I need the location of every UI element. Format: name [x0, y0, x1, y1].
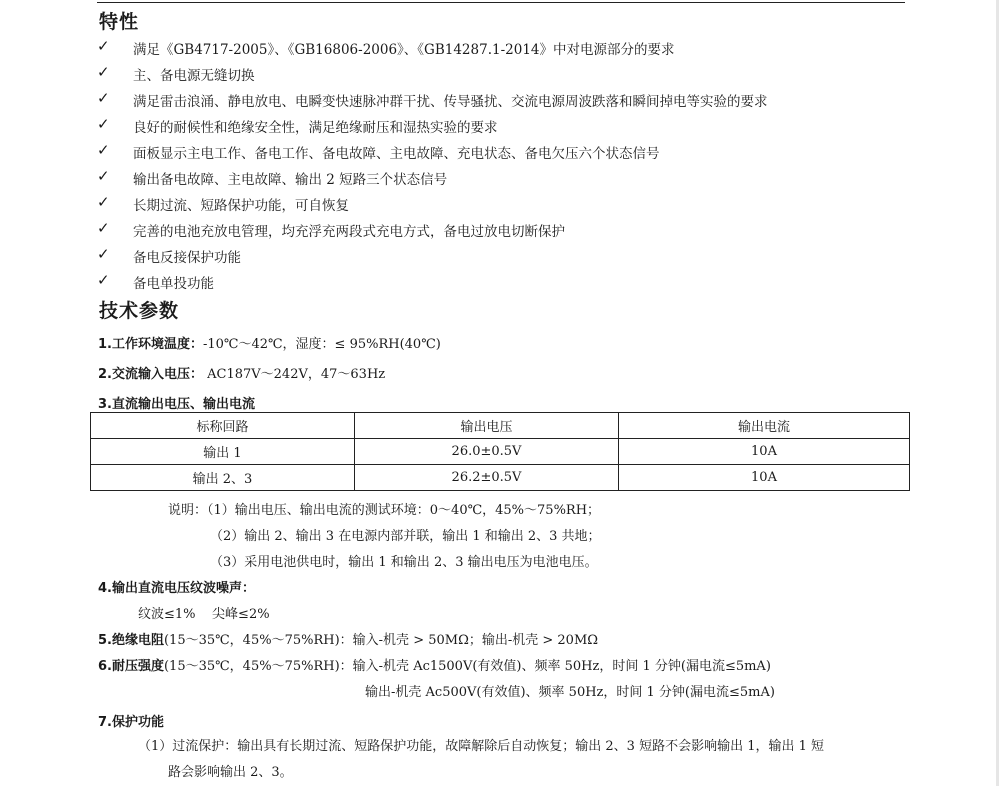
checkmark-icon: ✓ — [97, 89, 110, 107]
table-row — [91, 465, 910, 491]
output-table — [90, 412, 910, 491]
protection-line-2: 路会影响输出 2、3。 — [168, 765, 293, 780]
checkmark-icon: ✓ — [97, 37, 110, 55]
withstand-label: 6.耐压强度 — [98, 659, 164, 674]
feature-item — [97, 141, 897, 165]
table-cell: 输出 2、3 — [91, 465, 355, 491]
env-temp-label: 1.工作环境温度： — [98, 337, 203, 352]
dc-output-heading: 3.直流输出电压、输出电流 — [98, 397, 255, 412]
top-rule — [97, 2, 905, 3]
env-temp-value: -10℃～42℃，湿度：≤ 95%RH(40℃) — [202, 337, 441, 352]
ac-input-label: 2.交流输入电压： — [98, 367, 203, 382]
feature-item — [97, 115, 897, 139]
table-row — [91, 439, 910, 465]
checkmark-icon: ✓ — [97, 115, 110, 133]
checkmark-icon: ✓ — [97, 167, 110, 185]
table-header: 输出电流 — [619, 413, 910, 439]
feature-item — [97, 89, 897, 113]
table-cell: 10A — [619, 439, 910, 465]
note-3: （3）采用电池供电时，输出 1 和输出 2、3 输出电压为电池电压。 — [210, 555, 598, 570]
feature-text: 满足雷击浪涌、静电放电、电瞬变快速脉冲群干扰、传导骚扰、交流电源周波跌落和瞬间掉电等实验的要求 — [133, 94, 768, 110]
table-cell: 10A — [619, 465, 910, 491]
feature-item — [97, 63, 897, 87]
table-header: 标称回路 — [91, 413, 355, 439]
table-cell: 输出 1 — [91, 439, 355, 465]
checkmark-icon: ✓ — [97, 245, 110, 263]
insulation-line — [98, 629, 598, 648]
table-cell: 26.2±0.5V — [355, 465, 619, 491]
table-header-row — [91, 413, 910, 439]
table-cell: 26.0±0.5V — [355, 439, 619, 465]
feature-item — [97, 37, 897, 61]
withstand-value: (15～35℃，45%～75%RH)：输入-机壳 Ac1500V(有效值)、频率 50Hz，时间 1 分钟(漏电流≤5mA) — [163, 659, 771, 674]
note-2: （2）输出 2、输出 3 在电源内部并联，输出 1 和输出 2、3 共地； — [210, 529, 601, 544]
env-temp-line — [98, 333, 441, 352]
withstand-value-2: 输出-机壳 Ac500V(有效值)、频率 50Hz，时间 1 分钟(漏电流≤5mA) — [365, 685, 775, 700]
withstand-line — [98, 655, 771, 674]
ripple-value: 纹波≤1% 尖峰≤2% — [138, 607, 270, 622]
specs-heading: 技术参数 — [99, 300, 180, 322]
ac-input-value: AC187V～242V，47～63Hz — [202, 367, 386, 382]
feature-text: 长期过流、短路保护功能，可自恢复 — [133, 198, 349, 214]
features-heading: 特性 — [99, 11, 140, 33]
feature-text: 完善的电池充放电管理，均充浮充两段式充电方式，备电过放电切断保护 — [133, 224, 565, 240]
feature-item — [97, 167, 897, 191]
feature-item — [97, 271, 897, 295]
ripple-heading: 4.输出直流电压纹波噪声： — [98, 581, 255, 596]
insulation-label: 5.绝缘电阻 — [98, 633, 164, 648]
feature-text: 满足《GB4717-2005》、《GB16806-2006》、《GB14287.1-2014》中对电源部分的要求 — [133, 42, 675, 58]
protection-line-1: （1）过流保护：输出具有长期过流、短路保护功能，故障解除后自动恢复；输出 2、3 短路不会影响输出 1，输出 1 短 — [138, 739, 825, 754]
checkmark-icon: ✓ — [97, 63, 110, 81]
checkmark-icon: ✓ — [97, 141, 110, 159]
feature-text: 良好的耐候性和绝缘安全性，满足绝缘耐压和湿热实验的要求 — [133, 120, 498, 136]
checkmark-icon: ✓ — [97, 271, 110, 289]
note-1: 说明：（1）输出电压、输出电流的测试环境：0～40℃，45%～75%RH； — [168, 503, 601, 518]
feature-item — [97, 193, 897, 217]
feature-text: 备电反接保护功能 — [133, 250, 241, 266]
feature-text: 备电单投功能 — [133, 276, 214, 292]
table-header: 输出电压 — [355, 413, 619, 439]
feature-item — [97, 219, 897, 243]
feature-text: 输出备电故障、主电故障、输出 2 短路三个状态信号 — [133, 172, 448, 188]
protection-heading: 7.保护功能 — [98, 715, 164, 730]
checkmark-icon: ✓ — [97, 219, 110, 237]
ac-input-line — [98, 363, 385, 382]
insulation-value: (15～35℃，45%～75%RH)：输入-机壳 > 50MΩ；输出-机壳 > 20MΩ — [163, 633, 599, 648]
feature-item — [97, 245, 897, 269]
checkmark-icon: ✓ — [97, 193, 110, 211]
feature-text: 面板显示主电工作、备电工作、备电故障、主电故障、充电状态、备电欠压六个状态信号 — [133, 146, 660, 162]
feature-text: 主、备电源无缝切换 — [133, 68, 255, 84]
